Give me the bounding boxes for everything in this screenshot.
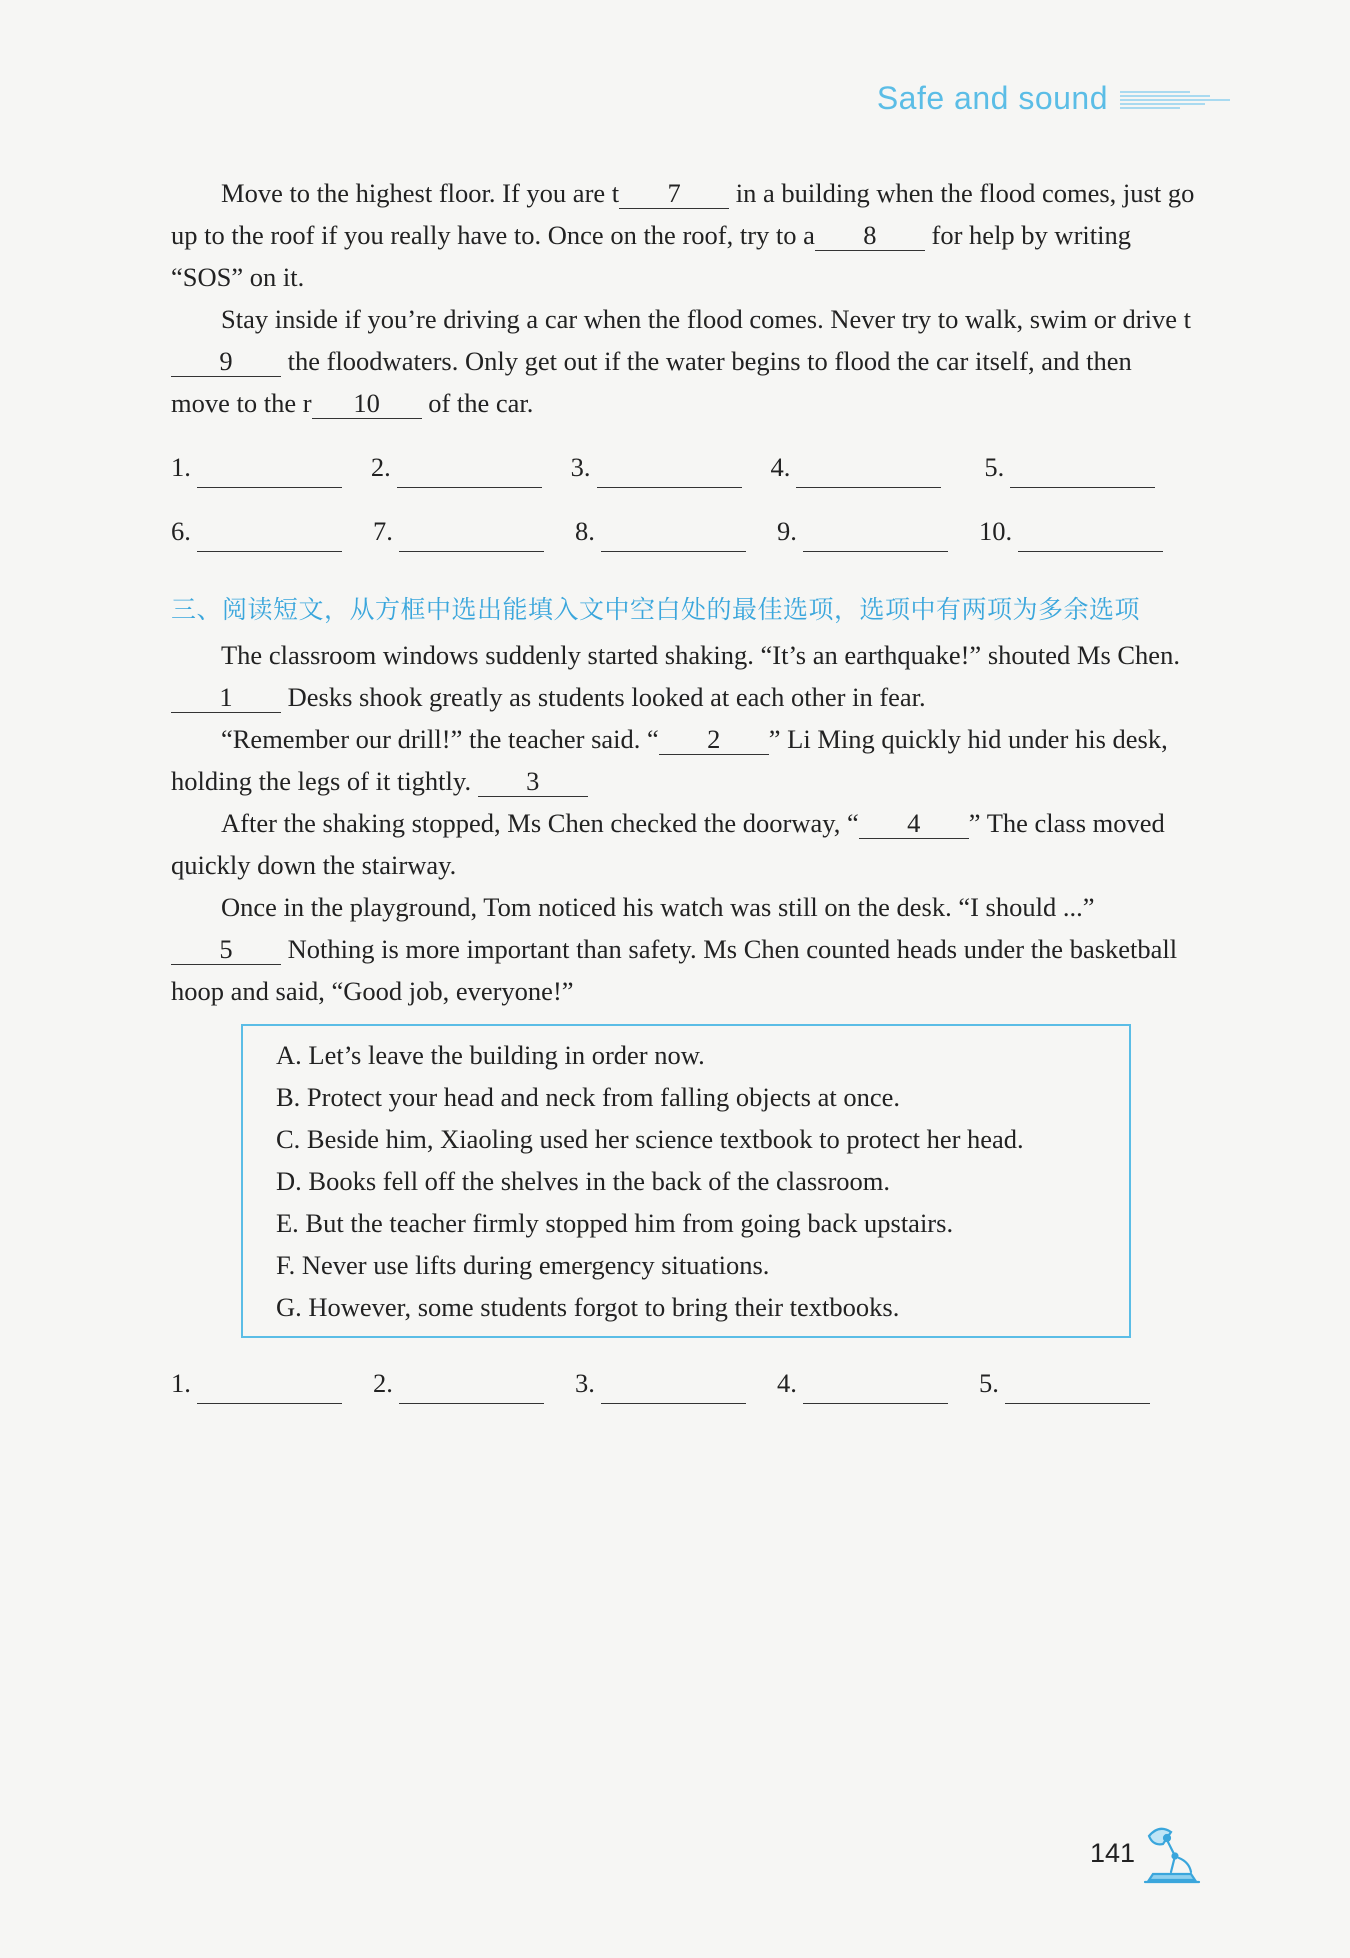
answer-slot[interactable]: 6. (171, 496, 373, 552)
answer-slot[interactable]: 2. (371, 432, 571, 488)
flood-paragraph-2: Stay inside if you’re driving a car when the flood comes. Never try to walk, swim or drive t9 the floodwaters. Only get out if the water begins to flood the car itself, and then move to the r 10 of the car. (171, 304, 1191, 418)
earthquake-paragraph-4: Once in the playground, Tom noticed his watch was still on the desk. “I should ...” (221, 892, 1095, 922)
answer-slot[interactable]: 8. (575, 496, 777, 552)
answer-slot[interactable]: 3. (575, 1348, 777, 1404)
answer-slot[interactable]: 4. (777, 1348, 979, 1404)
unit-title: Safe and sound (876, 80, 1108, 116)
blank-10[interactable]: 10 (312, 388, 422, 419)
option-e: E. But the teacher firmly stopped him from going back upstairs. (276, 1208, 954, 1238)
blank-1[interactable]: 1 (171, 682, 281, 713)
earthquake-paragraph-5: 5 Nothing is more important than safety. Ms Chen counted heads under the basketball hoop and said, “Good job, everyone!” (171, 934, 1178, 1006)
option-b: B. Protect your head and neck from falling objects at once. (276, 1082, 901, 1112)
earthquake-paragraph-1: The classroom windows suddenly started shaking. “It’s an earthquake!” shouted Ms Chen. 1 Desks shook greatly as students looked at each other in fear. (171, 634, 1197, 718)
earthquake-paragraph-2: “Remember our drill!” the teacher said. “ 2 ” Li Ming quickly hid under his desk, holding the legs of it tightly. 3 (171, 724, 1168, 796)
desk-lamp-icon (1141, 1822, 1201, 1884)
option-c: C. Beside him, Xiaoling used her science textbook to protect her head. (276, 1124, 1024, 1154)
answer-slot[interactable]: 5. (979, 1348, 1181, 1404)
answer-slot[interactable]: 1. (171, 1348, 373, 1404)
option-a: A. Let’s leave the building in order now. (276, 1040, 705, 1070)
section-3-title: 三、阅读短文，从方框中选出能填入文中空白处的最佳选项，选项中有两项为多余选项 (171, 595, 1141, 624)
page-header (877, 80, 1240, 117)
answer-slot[interactable]: 7. (373, 496, 575, 552)
earthquake-paragraph-3: After the shaking stopped, Ms Chen checked the doorway, “ 4 ” The class moved quickly down the stairway. (171, 808, 1165, 880)
blank-7[interactable]: 7 (619, 178, 729, 209)
blank-5[interactable]: 5 (171, 934, 281, 965)
answer-slot[interactable]: 3. (571, 432, 771, 488)
page-content (171, 172, 1197, 1404)
blank-9[interactable]: 9 (171, 346, 281, 377)
flood-paragraph-1: Move to the highest floor. If you are t 7 in a building when the flood comes, just go up to the roof if you really have to. Once on the roof, try to a 8 for help by writing “SOS” on it. (171, 178, 1195, 292)
option-f: F. Never use lifts during emergency situations. (276, 1250, 770, 1280)
flood-answer-row-1 (171, 432, 1197, 488)
blank-2[interactable]: 2 (659, 724, 769, 755)
option-d: D. Books fell off the shelves in the back of the classroom. (276, 1166, 891, 1196)
page-number: 141 (1090, 1837, 1136, 1868)
answer-slot[interactable]: 2. (373, 1348, 575, 1404)
page-footer (1090, 1822, 1201, 1884)
answer-slot[interactable]: 10. (979, 496, 1194, 552)
blank-3[interactable]: 3 (478, 766, 588, 797)
answer-slot[interactable]: 9. (777, 496, 979, 552)
earthquake-answer-row (171, 1348, 1197, 1404)
header-stripes-icon (1120, 88, 1240, 110)
blank-8[interactable]: 8 (815, 220, 925, 251)
options-box (241, 1024, 1131, 1338)
blank-4[interactable]: 4 (859, 808, 969, 839)
flood-answer-row-2 (171, 496, 1197, 552)
answer-slot[interactable]: 4. (770, 432, 970, 488)
option-g: G. However, some students forgot to bring their textbooks. (276, 1292, 900, 1322)
answer-slot[interactable]: 5. (984, 432, 1197, 488)
answer-slot[interactable]: 1. (171, 432, 371, 488)
